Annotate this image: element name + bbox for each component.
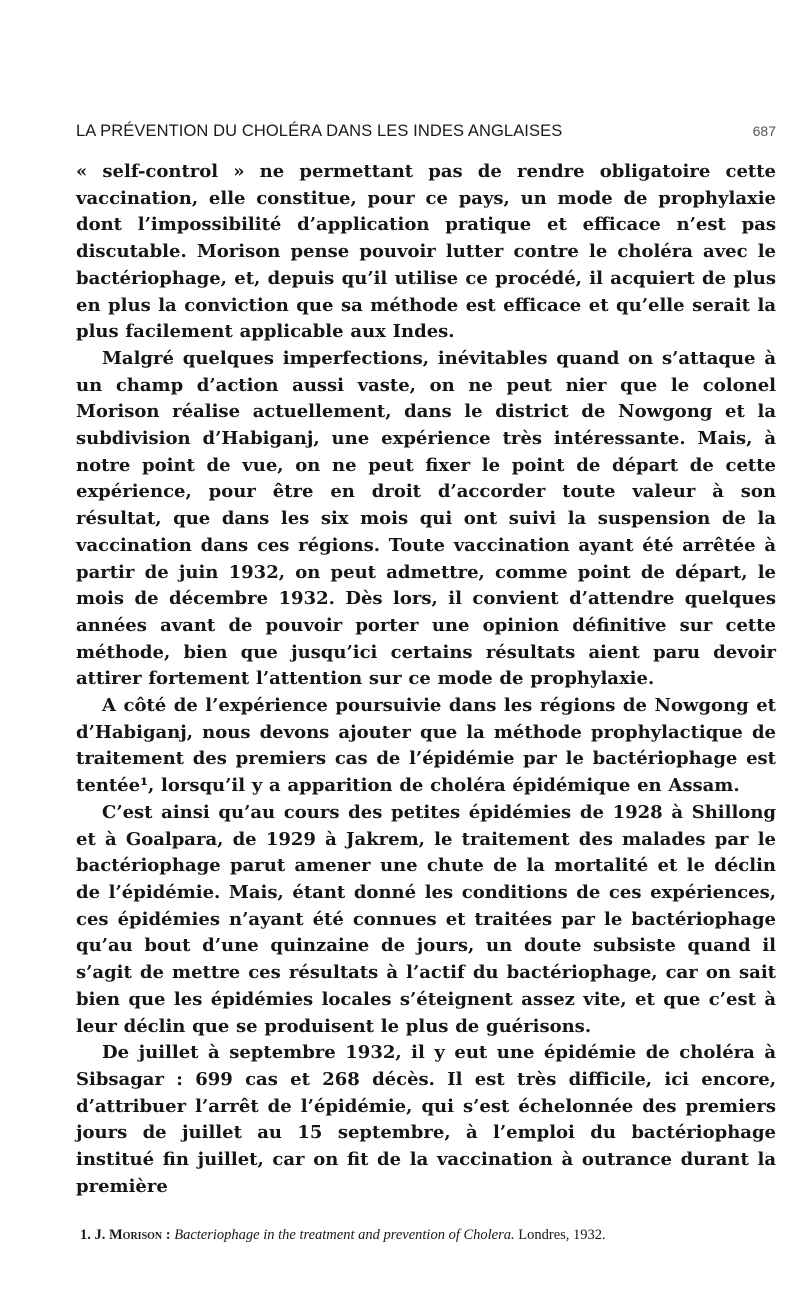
running-head [76, 122, 776, 144]
footnote [80, 1226, 776, 1244]
page-number: 687 [752, 123, 776, 139]
footnote-place: Londres, 1932. [518, 1227, 606, 1243]
paragraph-sibsagar-1932: De juillet à septembre 1932, il y eut une épidémie de choléra à Sibsagar : 699 cas et 268 décès. Il est très difficile, ici encore, d’attribuer l’arrêt de l’épidémie, qui s’est échelonnée des premiers jours de juillet au 15 septembre, à l’emploi du bactériophage institué fin juillet, car on fit de la vaccination à outrance durant la première [76, 1042, 776, 1197]
body-text [76, 159, 776, 1200]
footnote-author: J. Morison : [94, 1227, 171, 1243]
paragraph-methode-assam: A côté de l’expérience poursuivie dans les régions de Nowgong et d’Habiganj, nous devons ajouter que la méthode prophylactique de traitement des premiers cas de l’épidémie par le bactériophage est tentée¹, lorsqu’il y a apparition de choléra épidémique en Assam. [76, 695, 776, 797]
paragraph-continuation: « self-control » ne permettant pas de rendre obligatoire cette vaccination, elle constitue, pour ce pays, un mode de prophylaxie dont l’impossibilité d’application pratique et efficace n’est pas discutable. Morison pense pouvoir lutter contre le choléra avec le bactériophage, et, depuis qu’il utilise ce procédé, il acquiert de plus en plus la conviction que sa méthode est efficace et qu’elle serait la plus facilement applicable aux Indes. [76, 161, 776, 343]
running-title: LA PRÉVENTION DU CHOLÉRA DANS LES INDES ANGLAISES [76, 122, 563, 140]
paragraph-epidemies-1928: C’est ainsi qu’au cours des petites épidémies de 1928 à Shillong et à Goalpara, de 1929 à Jakrem, le traitement des malades par le bactériophage parut amener une chute de la mortalité et le déclin de l’épidémie. Mais, étant donné les conditions de ces expériences, ces épidémies n’ayant été connues et traitées par le bactériophage qu’au bout d’une quinzaine de jours, un doute subsiste quand il s’agit de mettre ces résultats à l’actif du bactériophage, car on sait bien que les épidémies locales s’éteignent assez vite, et que c’est à leur déclin que se produisent le plus de guérisons. [76, 801, 776, 1037]
paragraph-experience-morison: Malgré quelques imperfections, inévitables quand on s’attaque à un champ d’action aussi vaste, on ne peut nier que le colonel Morison réalise actuellement, dans le district de Nowgong et la subdivision d’Habiganj, une expérience très intéressante. Mais, à notre point de vue, on ne peut fixer le point de départ de cette expérience, pour être en droit d’accorder toute valeur à son résultat, que dans les six mois qui ont suivi la suspension de la vaccination dans ces régions. Toute vaccination ayant été arrêtée à partir de juin 1932, on peut admettre, comme point de départ, le mois de décembre 1932. Dès lors, il convient d’attendre quelques années avant de pouvoir porter une opinion définitive sur cette méthode, bien que jusqu’ici certains résultats aient paru devoir attirer fortement l’attention sur ce mode de prophylaxie. [76, 347, 776, 690]
footnote-title: Bacteriophage in the treatment and prevention of Cholera. [174, 1227, 515, 1243]
footnote-mark: 1. [80, 1227, 91, 1243]
